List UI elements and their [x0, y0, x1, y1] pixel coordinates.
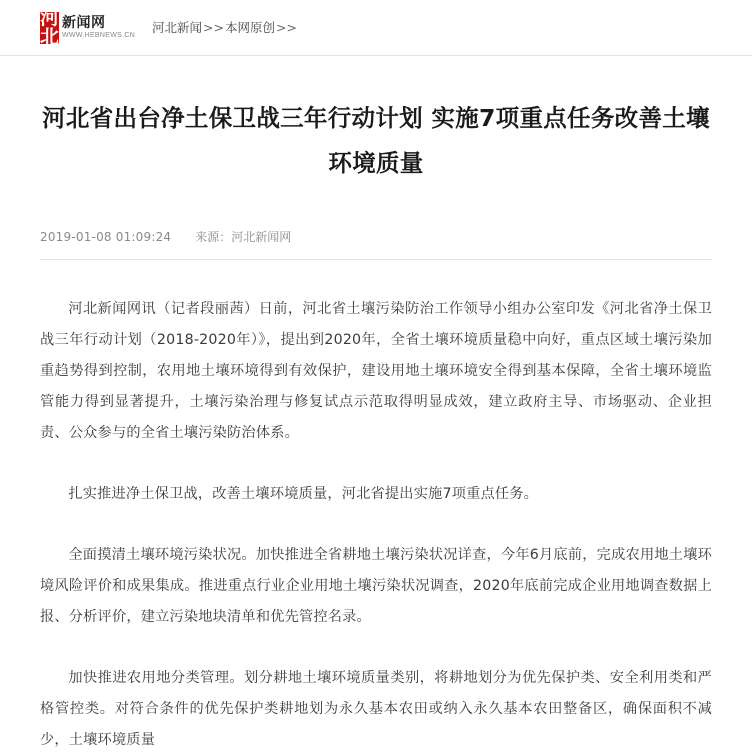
- article-container: [40, 56, 712, 756]
- breadcrumb-item-1[interactable]: 本网原创: [224, 19, 275, 35]
- publish-timestamp: 2019-01-08 01:09:24: [40, 230, 172, 244]
- article-source: [195, 228, 291, 245]
- breadcrumb-separator-0: >>: [203, 19, 224, 35]
- source-name: 河北新闻网: [231, 230, 292, 244]
- article-paragraph: 扎实推进净土保卫战，改善土壤环境质量，河北省提出实施7项重点任务。: [68, 486, 539, 502]
- breadcrumb-separator-1: >>: [275, 19, 297, 35]
- breadcrumb: [152, 19, 298, 37]
- logo-text-en: WWW.HEBNEWS.CN: [62, 32, 136, 39]
- site-header: [0, 0, 752, 56]
- article-body: [40, 260, 712, 756]
- article-meta: [40, 228, 712, 260]
- page-title: 河北省出台净土保卫战三年行动计划 实施7项重点任务改善土壤环境质量: [42, 104, 710, 177]
- logo-text: [62, 12, 135, 44]
- article-paragraph: 全面摸清土壤环境污染状况。加快推进全省耕地土壤污染状况详查，今年6月底前，完成农用地土壤环境风险评价和成果集成。推进重点行业企业用地土壤污染状况调查，2020年底前完成企业用地调查数据上报、分析评价，建立污染地块清单和优先管控名录。: [40, 547, 712, 625]
- source-label: 来源：: [195, 230, 232, 244]
- site-logo[interactable]: [40, 6, 136, 48]
- article-paragraph: 加快推进农用地分类管理。划分耕地土壤环境质量类别，将耕地划分为优先保护类、安全利用类和严格管控类。对符合条件的优先保护类耕地划为永久基本农田或纳入永久基本农田整备区，确保面积不减少，土壤环境质量: [40, 670, 712, 748]
- article-paragraph: 河北新闻网讯（记者段丽茜）日前，河北省土壤污染防治工作领导小组办公室印发《河北省净土保卫战三年行动计划（2018-2020年）》，提出到2020年，全省土壤环境质量稳中向好，重点区域土壤污染加重趋势得到控制，农用地土壤环境得到有效保护，建设用地土壤环境安全得到基本保障，全省土壤环境监管能力得到显著提升，土壤污染治理与修复试点示范取得明显成效，建立政府主导、市场驱动、企业担责、公众参与的全省土壤污染防治体系。: [40, 301, 712, 441]
- logo-text-cn: 新闻网: [62, 15, 106, 31]
- logo-mark: 河北: [40, 6, 60, 48]
- breadcrumb-item-0[interactable]: 河北新闻: [152, 19, 203, 35]
